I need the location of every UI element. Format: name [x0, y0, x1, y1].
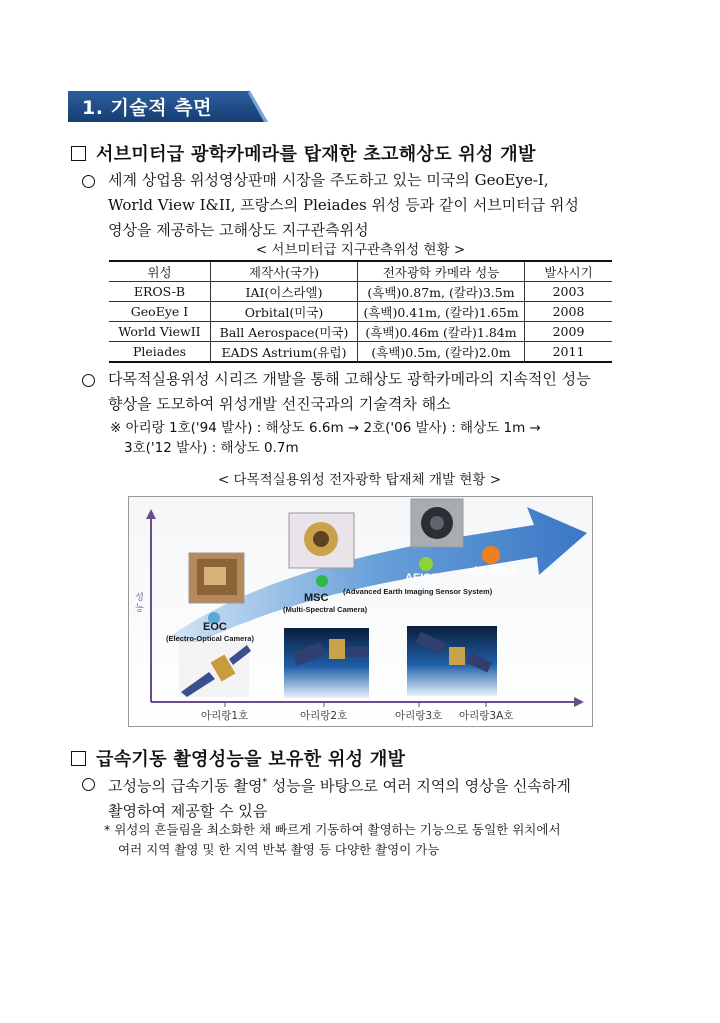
table-cell: (흑백)0.41m, (칼라)1.65m: [358, 302, 525, 322]
aeiss-label: AEISS: [405, 572, 439, 584]
table-cell: Orbital(미국): [211, 302, 358, 322]
table-cell: EADS Astrium(유럽): [211, 342, 358, 363]
msc-camera-photo: [289, 513, 354, 568]
table-cell: 2009: [525, 322, 613, 342]
footnote: [104, 820, 561, 860]
bullet-3-line: 촬영하여 제공할 수 있음: [108, 802, 268, 820]
table-header: 제작사(국가): [211, 261, 358, 282]
x-axis-label: 아리랑1호: [201, 710, 249, 722]
aeiss-stage-dot: [419, 557, 433, 571]
table-cell: 2003: [525, 282, 613, 302]
table-header: 위성: [109, 261, 211, 282]
table-caption: < 서브미터급 지구관측위성 현황 >: [255, 242, 466, 258]
aeiss-a-stage-dot: [482, 546, 500, 564]
circle-bullet-icon: [82, 374, 95, 387]
figure-caption: < 다목적실용위성 전자광학 탑재체 개발 현황 >: [217, 472, 502, 488]
circle-bullet-icon: [82, 778, 95, 791]
table-cell: Pleiades: [109, 342, 211, 363]
eoc-label: EOC: [203, 621, 227, 633]
subsection-2-title: 급속기동 촬영성능을 보유한 위성 개발: [96, 749, 406, 770]
bullet-2-line: 다목적실용위성 시리즈 개발을 통해 고해상도 광학카메라의 지속적인 성능: [108, 370, 591, 388]
x-axis-arrow-icon: [574, 697, 584, 707]
table-cell: (흑백)0.46m (칼라)1.84m: [358, 322, 525, 342]
x-axis-label: 아리랑3호: [395, 710, 443, 722]
bullet-3: [80, 771, 670, 824]
note: [110, 418, 541, 458]
aeiss-camera-photo: [411, 499, 463, 547]
aeiss-a-label: AEISS-A: [472, 565, 517, 577]
table-cell: (흑백)0.87m, (칼라)3.5m: [358, 282, 525, 302]
bullet-1-line: World View I&II, 프랑스의 Pleiades 위성 등과 같이 서브미터급 위성: [108, 196, 579, 214]
bullet-1: [80, 168, 660, 243]
y-axis-label: 성능: [133, 592, 143, 614]
arirang-3-satellite-photo: [407, 626, 497, 696]
footnote-mark: *: [262, 778, 267, 788]
bullet-1-line: 세계 상업용 위성영상판매 시장을 주도하고 있는 미국의 GeoEye-I,: [108, 171, 549, 189]
bullet-2-line: 향상을 도모하여 위성개발 선진국과의 기술격차 해소: [108, 395, 451, 413]
bullet-3-text: 성능을 바탕으로 여러 지역의 영상을 신속하게: [271, 777, 571, 795]
msc-desc: (Multi-Spectral Camera): [283, 605, 368, 614]
table-cell: World ViewII: [109, 322, 211, 342]
subsection-2-heading: [71, 745, 405, 771]
x-axis-label: 아리랑2호: [300, 710, 348, 722]
development-figure: [128, 496, 593, 727]
satellite-table: [109, 260, 612, 363]
eoc-desc: (Electro-Optical Camera): [166, 634, 254, 643]
msc-stage-dot: [316, 575, 328, 587]
x-axis-label: 아리랑3A호: [459, 710, 514, 722]
table-cell: IAI(이스라엘): [211, 282, 358, 302]
table-header: 발사시기: [525, 261, 613, 282]
bullet-1-line: 영상을 제공하는 고해상도 지구관측위성: [108, 221, 369, 239]
y-axis-arrow-icon: [146, 509, 156, 519]
table-row: [109, 282, 612, 302]
footnote-line: * 위성의 흔들림을 최소화한 채 빠르게 기동하여 촬영하는 기능으로 동일한 위치에서: [104, 822, 561, 837]
bullet-3-text: 고성능의 급속기동 촬영: [108, 777, 263, 795]
note-line: 3호('12 발사) : 해상도 0.7m: [124, 440, 299, 456]
subsection-1-heading: [71, 140, 536, 166]
arirang-2-satellite-photo: [284, 628, 369, 698]
square-bullet-icon: [71, 751, 86, 766]
msc-label: MSC: [304, 592, 329, 604]
table-cell: Ball Aerospace(미국): [211, 322, 358, 342]
table-cell: (흑백)0.5m, (칼라)2.0m: [358, 342, 525, 363]
bullet-2: [80, 367, 660, 417]
note-line: ※ 아리랑 1호('94 발사) : 해상도 6.6m → 2호('06 발사) : 해상도 1m →: [110, 420, 541, 436]
table-cell: 2008: [525, 302, 613, 322]
square-bullet-icon: [71, 146, 86, 161]
table-cell: GeoEye I: [109, 302, 211, 322]
table-row: [109, 302, 612, 322]
subsection-1-title: 서브미터급 광학카메라를 탑재한 초고해상도 위성 개발: [96, 144, 536, 165]
circle-bullet-icon: [82, 175, 95, 188]
table-row: [109, 342, 612, 363]
aeiss-desc: (Advanced Earth Imaging Sensor System): [343, 587, 493, 596]
arirang-1-satellite-photo: [179, 642, 251, 697]
table-header: 전자광학 카메라 성능: [358, 261, 525, 282]
table-header-row: [109, 261, 612, 282]
section-title: 1. 기술적 측면: [82, 97, 212, 119]
footnote-line: 여러 지역 촬영 및 한 지역 반복 촬영 등 다양한 촬영이 가능: [118, 842, 440, 857]
table-cell: EROS-B: [109, 282, 211, 302]
table-cell: 2011: [525, 342, 613, 363]
table-row: [109, 322, 612, 342]
eoc-camera-photo: [189, 553, 244, 603]
